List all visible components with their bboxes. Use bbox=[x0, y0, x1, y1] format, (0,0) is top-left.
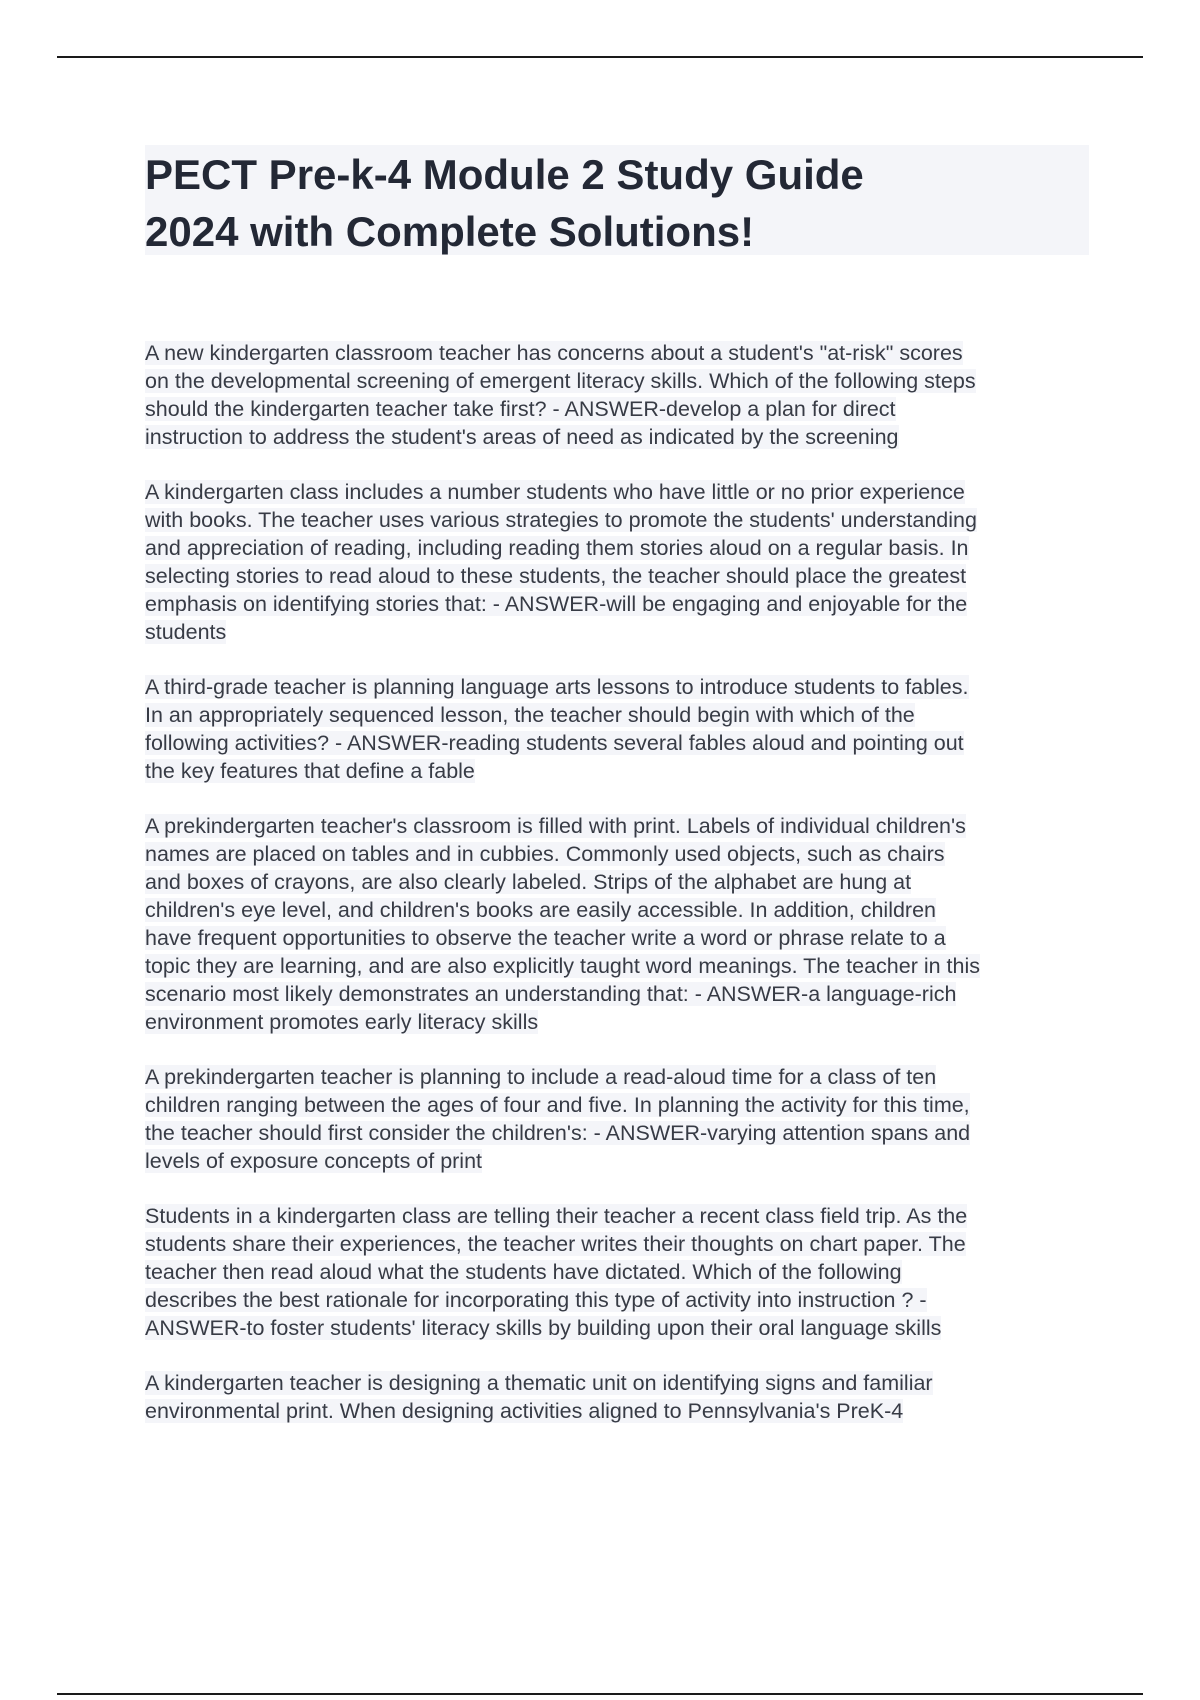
qa-text-4: A prekindergarten teacher's classroom is filled with print. Labels of individual children's names are placed on tables and in cubbies. Commonly used objects, such as chairs and boxes of crayons, are also clearly labeled. Strips of the alphabet are hung at children's eye level, and children's books are easily accessible. In addition, children have frequent opportunities to observe the teacher write a word or phrase relate to a topic they are learning, and are also explicitly taught word meanings. The teacher in this scenario most likely demonstrates an understanding that: - ANSWER-a language-rich environment promotes early literacy skills bbox=[145, 814, 980, 1034]
qa-item-2 bbox=[145, 478, 1090, 646]
qa-text-5: A prekindergarten teacher is planning to include a read-aloud time for a class of ten children ranging between the ages of four and five. In planning the activity for this time, the teacher should first consider the children's: - ANSWER-varying attention spans and levels of exposure concepts of print bbox=[145, 1065, 971, 1173]
qa-text-3: A third-grade teacher is planning language arts lessons to introduce students to fables. In an appropriately sequenced lesson, the teacher should begin with which of the following activities? - ANSWER-reading students several fables aloud and pointing out the key features that define a fable bbox=[145, 675, 969, 783]
qa-text-2: A kindergarten class includes a number students who have little or no prior experience with books. The teacher uses various strategies to promote the students' understanding and appreciation of reading, including reading them stories aloud on a regular basis. In selecting stories to read aloud to these students, the teacher should place the greatest emphasis on identifying stories that: - ANSWER-will be engaging and enjoyable for the students bbox=[145, 480, 977, 644]
qa-text-1: A new kindergarten classroom teacher has concerns about a student's "at-risk" scores on the developmental screening of emergent literacy skills. Which of the following steps should the kindergarten teacher take first? - ANSWER-develop a plan for direct instruction to address the student's areas of need as indicated by the screening bbox=[145, 341, 976, 449]
bottom-rule bbox=[57, 1693, 1143, 1695]
qa-item-4 bbox=[145, 812, 1090, 1036]
qa-list bbox=[145, 339, 1090, 1425]
qa-text-7: A kindergarten teacher is designing a thematic unit on identifying signs and familiar environmental print. When designing activities aligned to Pennsylvania's PreK-4 bbox=[145, 1371, 933, 1423]
qa-item-3 bbox=[145, 673, 1090, 785]
qa-item-7 bbox=[145, 1369, 1090, 1425]
qa-item-1 bbox=[145, 339, 1090, 451]
document-title: PECT Pre-k-4 Module 2 Study Guide 2024 with Complete Solutions! bbox=[145, 151, 864, 255]
qa-item-6 bbox=[145, 1202, 1090, 1342]
qa-text-6: Students in a kindergarten class are telling their teacher a recent class field trip. As the students share their experiences, the teacher writes their thoughts on chart paper. The teacher then read aloud what the students have dictated. Which of the following describes the best rationale for incorporating this type of activity into instruction ? - ANSWER-to foster students' literacy skills by building upon their oral language skills bbox=[145, 1204, 968, 1340]
qa-item-5 bbox=[145, 1063, 1090, 1175]
top-rule bbox=[57, 56, 1143, 58]
